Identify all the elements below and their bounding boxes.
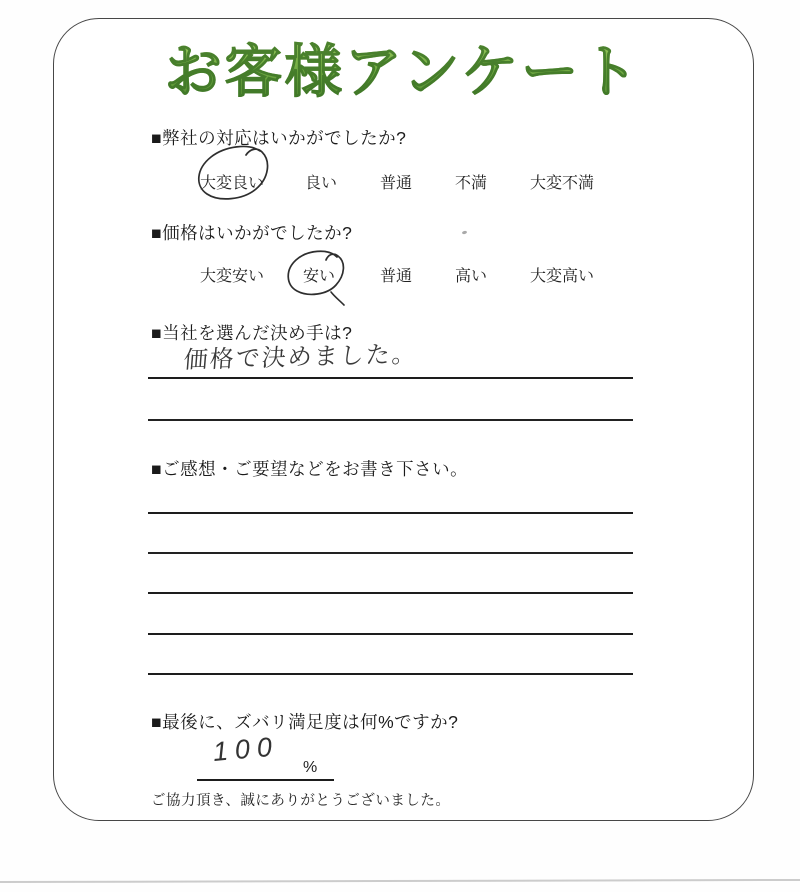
form-title: お客様アンケート: [53, 26, 753, 108]
q3-handwritten-answer: 価格で決めました。: [182, 340, 419, 375]
q2-option-very-cheap: 大変安い: [200, 268, 265, 285]
q2-option-expensive: 高い: [455, 268, 488, 285]
answer-line: [148, 552, 633, 554]
q1-option-normal: 普通: [380, 175, 413, 192]
q5-handwritten-value: 100: [211, 731, 281, 767]
q1-option-dissatisfied: 不満: [455, 175, 488, 192]
answer-line: [148, 419, 633, 421]
answer-line: [148, 377, 633, 379]
q2-option-cheap: 安い: [303, 268, 336, 285]
answer-line: [148, 592, 633, 594]
answer-line: [148, 633, 633, 635]
q2-option-very-expensive: 大変高い: [530, 268, 595, 285]
question-2-label: ■価格はいかがでしたか?: [151, 223, 353, 243]
scan-edge-line: [0, 879, 800, 883]
answer-line: [197, 779, 334, 781]
answer-line: [148, 512, 633, 514]
q1-option-very-good: 大変良い: [200, 175, 265, 192]
question-5-label: ■最後に、ズバリ満足度は何%ですか?: [151, 712, 459, 732]
question-3-label: ■当社を選んだ決め手は?: [151, 323, 353, 343]
q1-option-good: 良い: [305, 175, 338, 192]
q1-option-very-dissatisfied: 大変不満: [530, 175, 595, 192]
question-4-label: ■ご感想・ご要望などをお書き下さい。: [151, 459, 469, 479]
answer-line: [148, 673, 633, 675]
thank-you-note: ご協力頂き、誠にありがとうございました。: [151, 793, 451, 809]
q5-percent-unit-label: %: [303, 759, 318, 776]
q2-option-normal: 普通: [380, 268, 413, 285]
question-1-label: ■弊社の対応はいかがでしたか?: [151, 128, 407, 148]
